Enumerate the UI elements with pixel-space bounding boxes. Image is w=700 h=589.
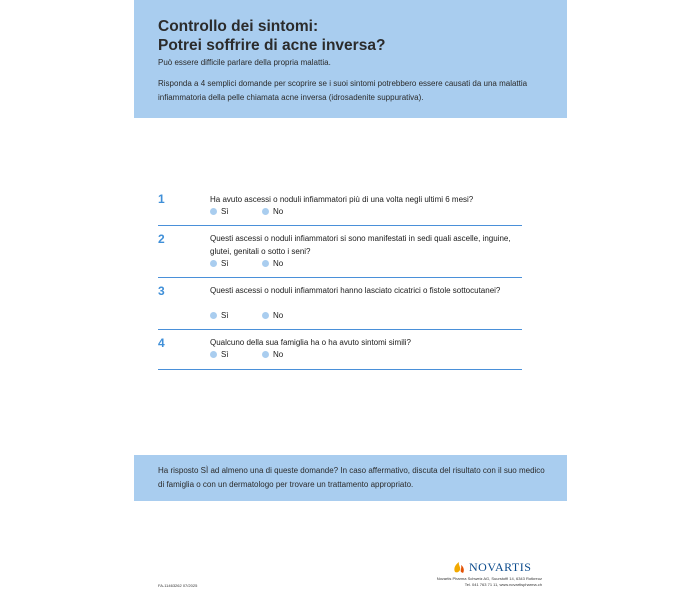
answer-no[interactable]	[262, 207, 314, 216]
question-text: Questi ascessi o noduli infiammatori hanno lasciato cicatrici o fistole sottocutanei?	[210, 286, 501, 295]
question-number: 2	[158, 232, 165, 246]
radio-icon[interactable]	[262, 351, 269, 358]
answer-yes-label: Sì	[221, 311, 229, 320]
intro-text: Risponda a 4 semplici domande per scoprire se i suoi sintomi potrebbero essere causati da una malattia infiammatoria della pelle chiamata acne inversa (idrosadenite suppurativa).	[158, 79, 528, 102]
page-title	[158, 17, 385, 55]
answer-yes[interactable]	[210, 311, 262, 320]
logo-text: NOVARTIS	[469, 560, 532, 574]
question-number: 3	[158, 284, 165, 298]
answer-options	[210, 311, 314, 320]
title-line-2: Potrei soffrire di acne inversa?	[158, 37, 386, 54]
company-address	[415, 576, 542, 588]
answer-options	[210, 350, 314, 359]
question-row-3	[158, 278, 522, 330]
question-text: Qualcuno della sua famiglia ha o ha avuto sintomi simili?	[210, 338, 411, 347]
answer-no[interactable]	[262, 311, 314, 320]
radio-icon[interactable]	[262, 260, 269, 267]
question-row-2	[158, 226, 522, 278]
answer-no-label: No	[273, 311, 284, 320]
title-line-1: Controllo dei sintomi:	[158, 18, 319, 35]
question-number: 1	[158, 192, 165, 206]
radio-icon[interactable]	[210, 260, 217, 267]
answer-no-label: No	[273, 350, 284, 359]
answer-yes[interactable]	[210, 259, 262, 268]
answer-yes[interactable]	[210, 207, 262, 216]
answer-options	[210, 259, 314, 268]
answer-options	[210, 207, 314, 216]
answer-no-label: No	[273, 259, 284, 268]
address-line-1: Novartis Pharma Schweiz AG, Suurstoffi 14, 6343 Rotkreuz	[436, 576, 542, 581]
question-text: Ha avuto ascessi o noduli infiammatori più di una volta negli ultimi 6 mesi?	[210, 195, 474, 204]
header-box	[134, 0, 567, 118]
question-text: Questi ascessi o noduli infiammatori si sono manifestati in sedi quali ascelle, inguine, glutei, genitali o sotto i seni?	[210, 234, 511, 256]
result-text: Ha risposto SÌ ad almeno una di queste domande? In caso affermativo, discuta del risultato con il suo medico di famiglia o con un dermatologo per trovare un trattamento appropriato.	[158, 466, 545, 489]
radio-icon[interactable]	[262, 208, 269, 215]
answer-yes-label: Sì	[221, 350, 229, 359]
question-row-4	[158, 330, 522, 370]
radio-icon[interactable]	[210, 351, 217, 358]
answer-yes-label: Sì	[221, 259, 229, 268]
radio-icon[interactable]	[210, 312, 217, 319]
answer-no-label: No	[273, 207, 284, 216]
radio-icon[interactable]	[210, 208, 217, 215]
flame-logo-icon	[453, 561, 465, 575]
answer-yes[interactable]	[210, 350, 262, 359]
result-box	[134, 455, 567, 501]
question-number: 4	[158, 336, 165, 350]
question-row-1	[158, 187, 522, 226]
document-code: FA-11463262 07/2025	[158, 583, 198, 588]
answer-no[interactable]	[262, 350, 314, 359]
subtitle: Può essere difficile parlare della propria malattia.	[158, 58, 331, 67]
radio-icon[interactable]	[262, 312, 269, 319]
answer-yes-label: Sì	[221, 207, 229, 216]
novartis-logo	[453, 560, 531, 575]
address-line-2: Tel. 041 763 71 11, www.novartispharma.ch	[464, 582, 542, 587]
question-list	[158, 187, 522, 370]
answer-no[interactable]	[262, 259, 314, 268]
